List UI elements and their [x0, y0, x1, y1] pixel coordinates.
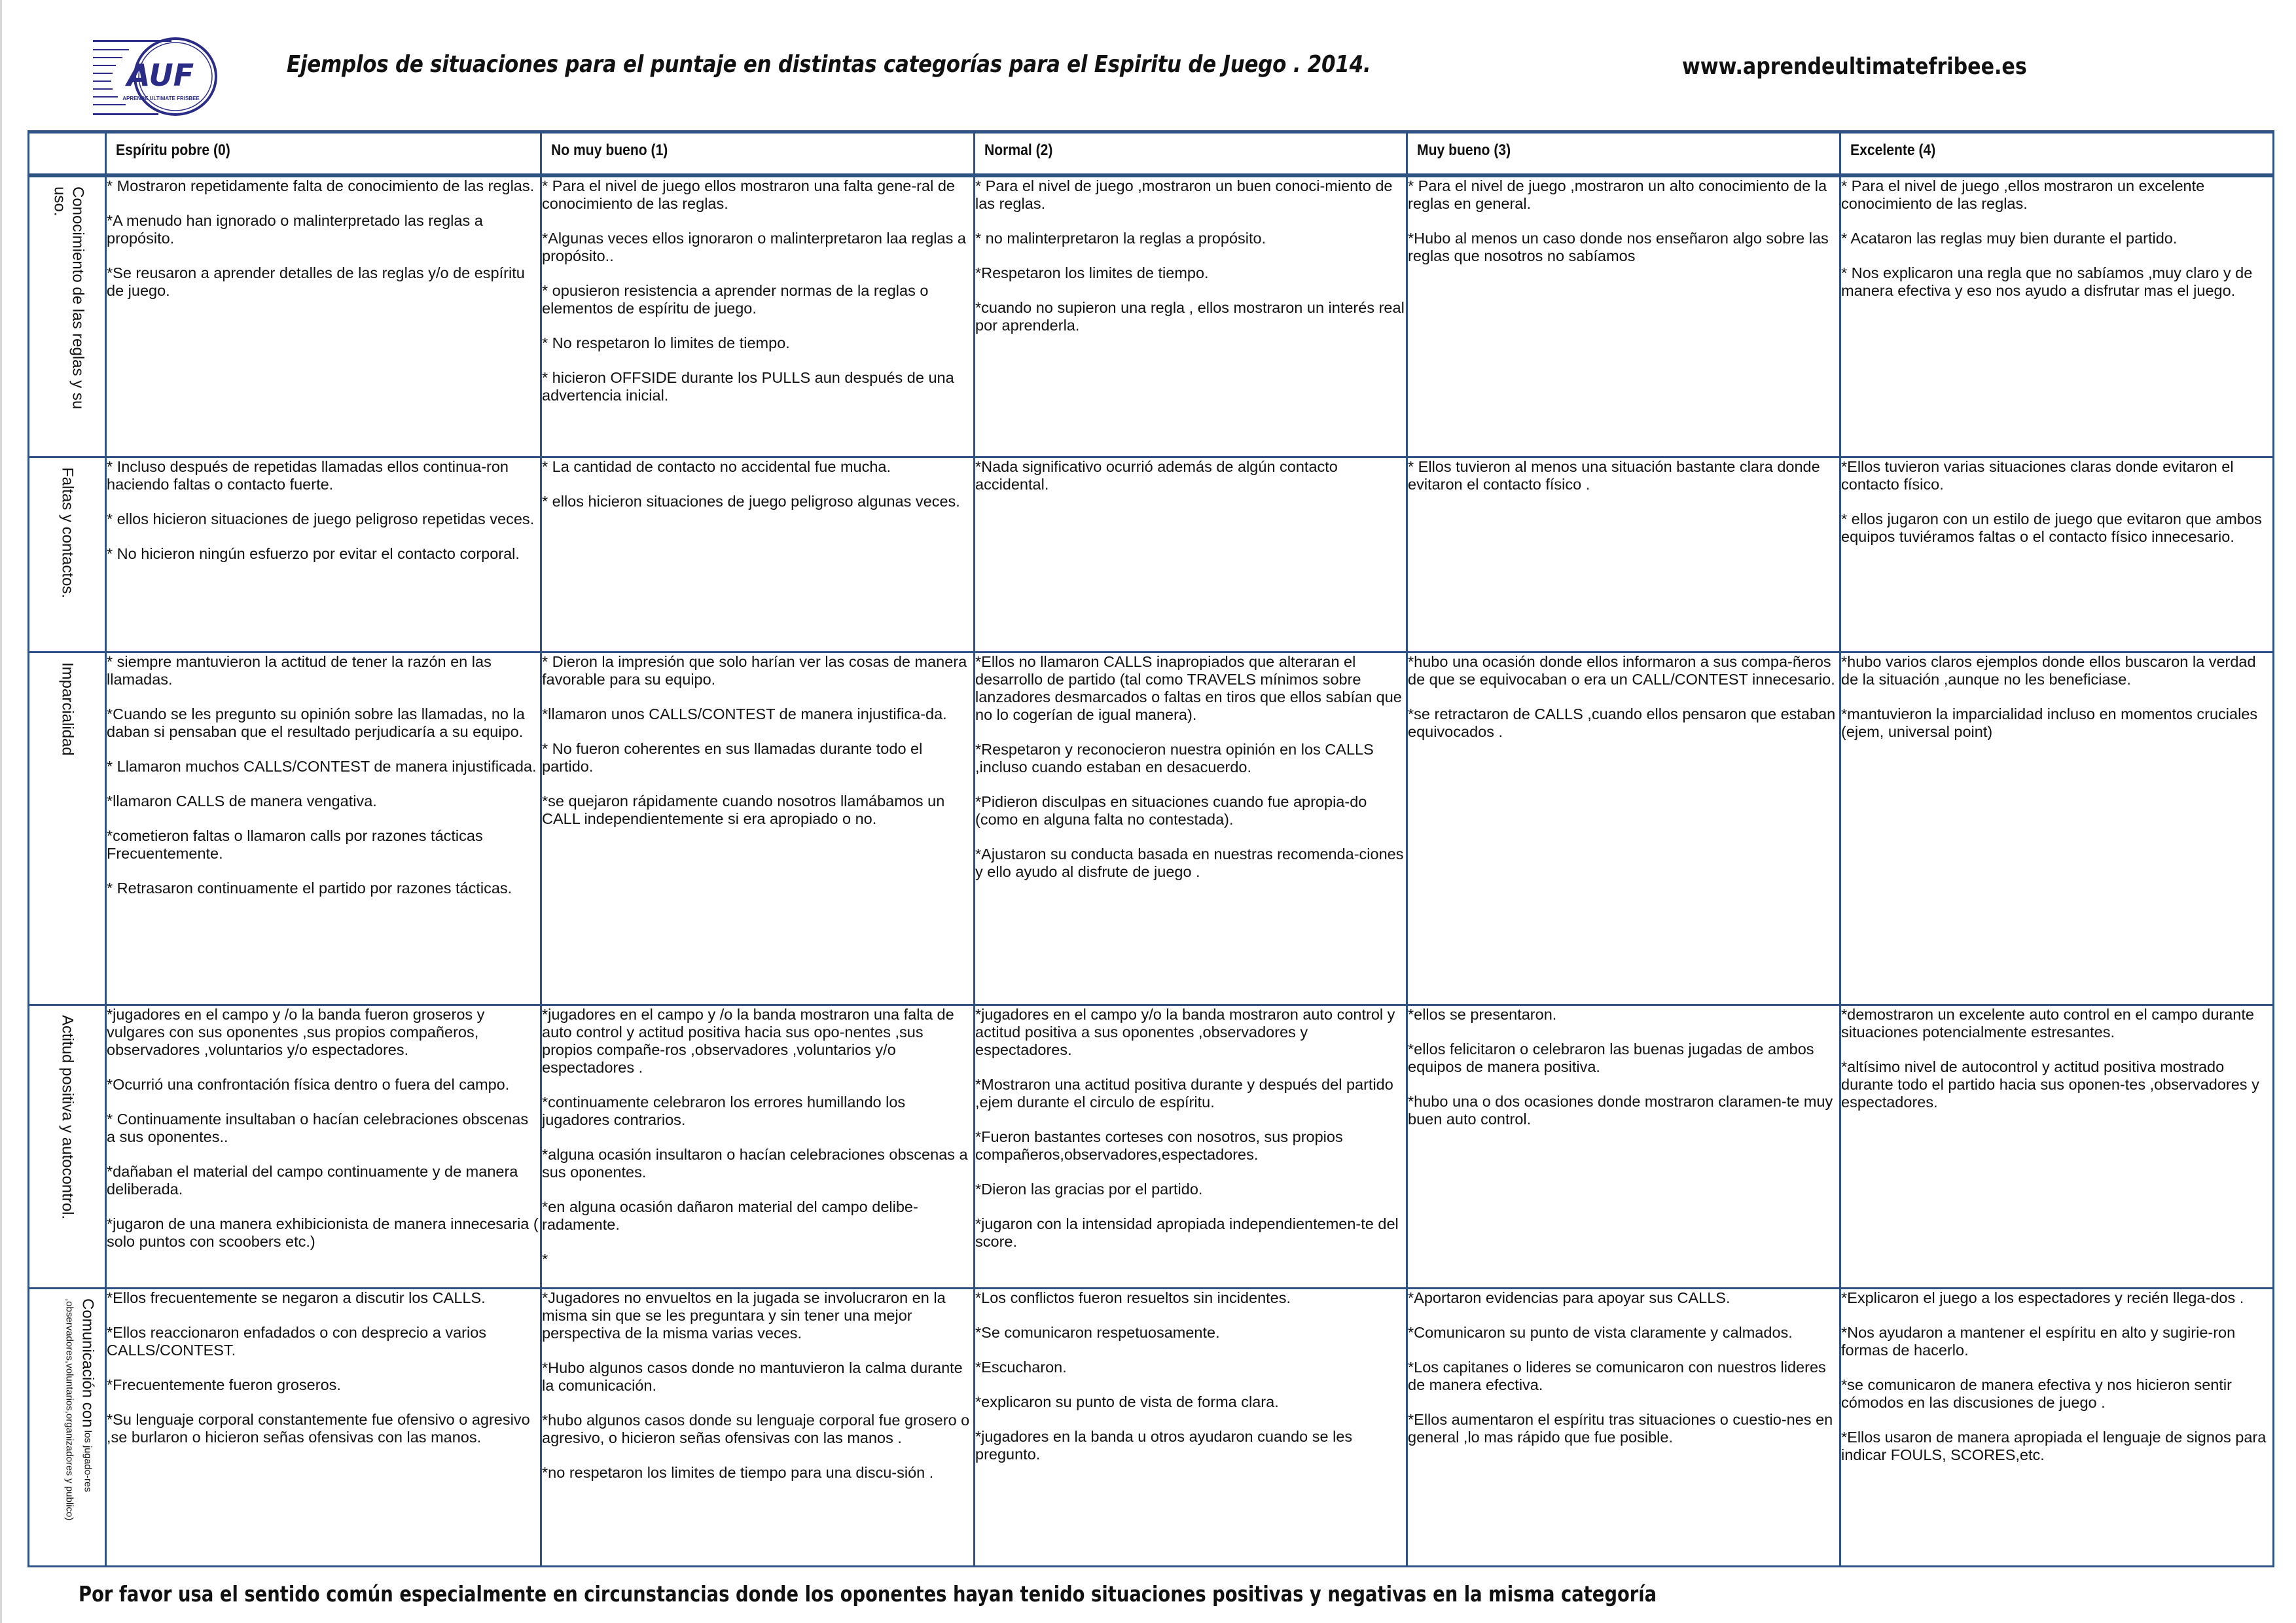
rubric-example: *hubo varios claros ejemplos donde ellos buscaron la verdad de la situación ,aunque no les beneficiase.	[1841, 652, 2256, 688]
rubric-cell	[1407, 652, 1840, 1005]
rubric-cell	[106, 457, 541, 652]
rubric-cell	[1840, 1288, 2274, 1566]
rubric-cell	[1840, 1005, 2274, 1288]
rubric-example: *continuamente celebraron los errores humillando los jugadores contrarios.	[542, 1093, 906, 1128]
rubric-example: *Respetaron y reconocieron nuestra opinión en los CALLS ,incluso cuando estaban en desacuerdo.	[975, 740, 1374, 776]
rubric-example: *no respetaron los limites de tiempo para una discu-sión .	[542, 1463, 934, 1481]
rubric-example: *demostraron un excelente auto control en el campo durante situaciones potencialmente estresantes.	[1841, 1005, 2254, 1041]
category-label	[48, 187, 87, 435]
rubric-cell	[975, 1005, 1407, 1288]
rubric-example: *Los capitanes o lideres se comunicaron con nuestros lideres de manera efectiva.	[1408, 1358, 1826, 1393]
rubric-example: * Para el nivel de juego ,mostraron un buen conoci-miento de las reglas.	[975, 177, 1393, 212]
rubric-example: *jugaron de una manera exhibicionista de manera innecesaria ( solo puntos con scoobers etc.)	[107, 1215, 539, 1250]
rubric-example: * Incluso después de repetidas llamadas ellos continua-ron haciendo faltas o contacto fuerte.	[107, 457, 509, 493]
rubric-example: * No hicieron ningún esfuerzo por evitar el contacto corporal.	[107, 544, 520, 562]
rubric-example: * No fueron coherentes en sus llamadas durante todo el partido.	[542, 740, 923, 775]
rubric-cell	[106, 1288, 541, 1566]
category-title: Faltas y contactos.	[58, 467, 77, 598]
rubric-example: *jugadores en la banda u otros ayudaron cuando se les pregunto.	[975, 1427, 1353, 1463]
rubric-example: *Su lenguaje corporal constantemente fue ofensivo o agresivo ,se burlaron o hicieron señas ofensivas con las manos.	[107, 1410, 530, 1446]
rubric-example: *Se comunicaron respetuosamente.	[975, 1323, 1220, 1341]
rubric-example: * siempre mantuvieron la actitud de tener la razón en las llamadas.	[107, 652, 492, 688]
rubric-example: *Ellos no llamaron CALLS inapropiados que alteraran el desarrollo de partido (tal como TRAVELS mínimos sobre lanzadores desmarcados o faltas en tiros que ellos sabían que no lo cogerían de igual manera).	[975, 652, 1402, 723]
rubric-cell	[541, 652, 975, 1005]
category-title: Comunicación con	[79, 1298, 97, 1427]
column-header: Espíritu pobre (0)	[106, 132, 541, 176]
rubric-example: *Pidieron disculpas en situaciones cuando fue apropia-do (como en alguna falta no contestada).	[975, 793, 1367, 828]
rubric-example: *Frecuentemente fueron groseros.	[107, 1376, 341, 1393]
category-row	[29, 457, 2274, 652]
rubric-cell	[1407, 457, 1840, 652]
rubric-example: *Hubo algunos casos donde no mantuvieron la calma durante la comunicación.	[542, 1359, 963, 1394]
rubric-example: *jugadores en el campo y /o la banda mostraron una falta de auto control y actitud positiva hacia sus opo-nentes ,sus propios compañe-ros ,observadores ,voluntarios y/o espectadores .	[542, 1005, 954, 1076]
rubric-example: *jugadores en el campo y /o la banda fueron groseros y vulgares con sus oponentes ,sus propios compañeros, observadores ,voluntarios y/o espectadores.	[107, 1005, 485, 1058]
category-subtitle: los jugado-res ,observadores,voluntarios,organizadores y publico)	[63, 1298, 94, 1520]
rubric-cell	[106, 652, 541, 1005]
column-header: Excelente (4)	[1840, 132, 2274, 176]
rubric-cell	[541, 457, 975, 652]
rubric-example: * Para el nivel de juego ellos mostraron una falta gene-ral de conocimiento de las reglas.	[542, 177, 955, 212]
rubric-example: *altísimo nivel de autocontrol y actitud positiva mostrado durante todo el partido hacia sus oponen-tes ,observadores y espectadores.	[1841, 1058, 2259, 1111]
rubric-example: * Para el nivel de juego ,mostraron un alto conocimiento de la reglas en general.	[1408, 177, 1827, 212]
rubric-example: * Nos explicaron una regla que no sabíamos ,muy claro y de manera efectiva y eso nos ayudo a disfrutar mas el juego.	[1841, 264, 2253, 299]
rubric-example: *Respetaron los limites de tiempo.	[975, 264, 1209, 281]
rubric-cell	[1407, 175, 1840, 457]
rubric-cell	[975, 175, 1407, 457]
rubric-example: *llamaron unos CALLS/CONTEST de manera injustifica-da.	[542, 705, 947, 722]
rubric-cell	[1840, 457, 2274, 652]
rubric-example: *Ellos tuvieron varias situaciones claras donde evitaron el contacto físico.	[1841, 457, 2234, 493]
rubric-cell	[975, 652, 1407, 1005]
rubric-example: *cuando no supieron una regla , ellos mostraron un interés real por aprenderla.	[975, 299, 1405, 334]
column-header: Normal (2)	[975, 132, 1407, 176]
header-row	[29, 132, 2274, 176]
rubric-example: * ellos jugaron con un estilo de juego que evitaron que ambos equipos tuviéramos faltas o el contacto físico innecesario.	[1841, 510, 2262, 545]
rubric-cell	[1407, 1288, 1840, 1566]
rubric-example: * Retrasaron continuamente el partido por razones tácticas.	[107, 879, 512, 897]
rubric-example: *Escucharon.	[975, 1358, 1067, 1376]
rubric-example: *hubo algunos casos donde su lenguaje corporal fue grosero o agresivo, o hicieron señas ofensivas con las manos .	[542, 1411, 970, 1446]
rubric-example: * Acataron las reglas muy bien durante el partido.	[1841, 230, 2178, 247]
rubric-cell	[975, 457, 1407, 652]
rubric-example: *jugaron con la intensidad apropiada independientemen-te del score.	[975, 1215, 1399, 1250]
rubric-example: *se retractaron de CALLS ,cuando ellos pensaron que estaban equivocados .	[1408, 705, 1836, 740]
rubric-example: *hubo una o dos ocasiones donde mostraron claramen-te muy buen auto control.	[1408, 1092, 1833, 1128]
rubric-example: *alguna ocasión insultaron o hacían celebraciones obscenas a sus oponentes.	[542, 1145, 968, 1181]
rubric-example: *cometieron faltas o llamaron calls por razones tácticas Frecuentemente.	[107, 827, 483, 862]
rubric-example: *Fueron bastantes corteses con nosotros, sus propios compañeros,observadores,espectadores.	[975, 1128, 1343, 1163]
rubric-example: * Dieron la impresión que solo harían ver las cosas de manera favorable para su equipo.	[542, 652, 967, 688]
rubric-cell	[1840, 175, 2274, 457]
rubric-example: *Los conflictos fueron resueltos sin incidentes.	[975, 1289, 1291, 1306]
category-row	[29, 1288, 2274, 1566]
category-cell	[29, 1005, 106, 1288]
category-cell	[29, 175, 106, 457]
category-title: Actitud positiva y autocontrol.	[58, 1014, 77, 1219]
rubric-example: * Para el nivel de juego ,ellos mostraron un excelente conocimiento de las reglas.	[1841, 177, 2205, 212]
rubric-example: *Ajustaron su conducta basada en nuestras recomenda-ciones y ello ayudo al disfrute de juego .	[975, 845, 1404, 880]
rubric-example: *Ellos frecuentemente se negaron a discutir los CALLS.	[107, 1289, 486, 1306]
rubric-example: * opusieron resistencia a aprender normas de la reglas o elementos de espíritu de juego.	[542, 282, 929, 317]
rubric-example: * ellos hicieron situaciones de juego peligroso algunas veces.	[542, 492, 960, 510]
corner-cell	[29, 132, 106, 176]
rubric-example: * La cantidad de contacto no accidental fue mucha.	[542, 457, 891, 475]
footer-note: Por favor usa el sentido común especialmente en circunstancias donde los oponentes hayan tenido situaciones positivas y negativas en la misma categoría	[79, 1581, 1657, 1607]
rubric-example: *ellos felicitaron o celebraron las buenas jugadas de ambos equipos de manera positiva.	[1408, 1040, 1814, 1075]
rubric-example: * Llamaron muchos CALLS/CONTEST de manera injustificada.	[107, 757, 537, 775]
category-row	[29, 1005, 2274, 1288]
rubric-example: * ellos hicieron situaciones de juego peligroso repetidas veces.	[107, 510, 535, 527]
rubric-example: *Comunicaron su punto de vista claramente y calmados.	[1408, 1323, 1793, 1341]
rubric-example: * No respetaron lo limites de tiempo.	[542, 334, 790, 351]
column-header: No muy bueno (1)	[541, 132, 975, 176]
rubric-example: *Ellos usaron de manera apropiada el lenguaje de signos para indicar FOULS, SCORES,etc.	[1841, 1428, 2267, 1463]
rubric-example: *	[542, 1250, 548, 1268]
rubric-cell	[541, 1005, 975, 1288]
category-label	[58, 467, 77, 598]
category-label	[58, 662, 77, 756]
rubric-example: *Ellos reaccionaron enfadados o con desprecio a varios CALLS/CONTEST.	[107, 1323, 487, 1359]
category-row	[29, 175, 2274, 457]
rubric-example: *Nada significativo ocurrió además de algún contacto accidental.	[975, 457, 1338, 493]
category-title: Imparcialidad	[58, 662, 77, 756]
rubric-example: * no malinterpretaron la reglas a propósito.	[975, 230, 1266, 247]
rubric-cell	[541, 175, 975, 457]
rubric-example: *se quejaron rápidamente cuando nosotros llamábamos un CALL independientemente si era apropiado o no.	[542, 792, 945, 827]
rubric-cell	[1840, 652, 2274, 1005]
category-cell	[29, 652, 106, 1005]
website-url: www.aprendeultimatefribee.es	[1682, 54, 2027, 80]
rubric-example: *se comunicaron de manera efectiva y nos hicieron sentir cómodos en las discusiones de juego .	[1841, 1376, 2232, 1411]
rubric-example: *Aportaron evidencias para apoyar sus CALLS.	[1408, 1289, 1731, 1306]
category-cell	[29, 457, 106, 652]
rubric-example: *ellos se presentaron.	[1408, 1005, 1557, 1023]
rubric-example: * Ellos tuvieron al menos una situación bastante clara donde evitaron el contacto físico .	[1408, 457, 1820, 493]
rubric-example: *Ocurrió una confrontación física dentro o fuera del campo.	[107, 1075, 510, 1093]
rubric-example: *Se reusaron a aprender detalles de las reglas y/o de espíritu de juego.	[107, 264, 525, 299]
category-title: Conocimiento de las reglas y su uso.	[50, 187, 87, 410]
rubric-example: *Hubo al menos un caso donde nos enseñaron algo sobre las reglas que nosotros no sabíamos	[1408, 230, 1829, 264]
rubric-example: *Jugadores no envueltos en la jugada se involucraron en la misma sin que se les preguntara y sin tener una mejor perspectiva de la misma varias veces.	[542, 1289, 946, 1342]
logo-text: AUF	[126, 58, 194, 93]
auf-logo	[92, 36, 232, 121]
category-label	[58, 1015, 77, 1219]
rubric-cell	[1407, 1005, 1840, 1288]
rubric-example: *Explicaron el juego a los espectadores y recién llega-dos .	[1841, 1289, 2244, 1306]
rubric-example: * Mostraron repetidamente falta de conocimiento de las reglas.	[107, 177, 535, 194]
rubric-cell	[106, 175, 541, 457]
logo-tagline: APRENDE ULTIMATE FRISBEE	[122, 96, 200, 101]
rubric-example: *A menudo han ignorado o malinterpretado las reglas a propósito.	[107, 212, 483, 247]
rubric-example: *Nos ayudaron a mantener el espíritu en alto y sugirie-ron formas de hacerlo.	[1841, 1323, 2236, 1359]
rubric-example: *Algunas veces ellos ignoraron o malinterpretaron laa reglas a propósito..	[542, 230, 966, 264]
category-label	[38, 1298, 97, 1547]
rubric-example: *llamaron CALLS de manera vengativa.	[107, 792, 377, 810]
spirit-rubric-table	[27, 130, 2274, 1567]
rubric-cell	[106, 1005, 541, 1288]
rubric-example: *hubo una ocasión donde ellos informaron a sus compa-ñeros de que se equivocaban o era un CALL/CONTEST innecesario.	[1408, 652, 1835, 688]
rubric-example: *Ellos aumentaron el espíritu tras situaciones o cuestio-nes en general ,lo mas rápido que fue posible.	[1408, 1410, 1833, 1446]
column-header: Muy bueno (3)	[1407, 132, 1840, 176]
category-row	[29, 652, 2274, 1005]
rubric-example: *dañaban el material del campo continuamente y de manera deliberada.	[107, 1162, 518, 1198]
rubric-cell	[541, 1288, 975, 1566]
rubric-example: *en alguna ocasión dañaron material del campo delibe-radamente.	[542, 1198, 918, 1233]
rubric-example: *explicaron su punto de vista de forma clara.	[975, 1393, 1279, 1410]
rubric-example: *Cuando se les pregunto su opinión sobre las llamadas, no la daban si pensaban que el resultado perjudicaría a su equipo.	[107, 705, 525, 740]
rubric-example: * Continuamente insultaban o hacían celebraciones obscenas a sus oponentes..	[107, 1110, 529, 1145]
category-cell	[29, 1288, 106, 1566]
rubric-example: *Mostraron una actitud positiva durante y después del partido ,ejem durante el circulo de espíritu.	[975, 1075, 1393, 1111]
rubric-cell	[975, 1288, 1407, 1566]
page-edge	[0, 0, 2, 1623]
rubric-example: *Dieron las gracias por el partido.	[975, 1180, 1203, 1198]
rubric-example: * hicieron OFFSIDE durante los PULLS aun después de una advertencia inicial.	[542, 369, 954, 404]
rubric-example: *mantuvieron la imparcialidad incluso en momentos cruciales (ejem, universal point)	[1841, 705, 2258, 740]
page-title: Ejemplos de situaciones para el puntaje en distintas categorías para el Espiritu de Juego . 2014.	[287, 51, 1371, 78]
rubric-example: *jugadores en el campo y/o la banda mostraron auto control y actitud positiva a sus oponentes ,observadores y espectadores.	[975, 1005, 1395, 1058]
